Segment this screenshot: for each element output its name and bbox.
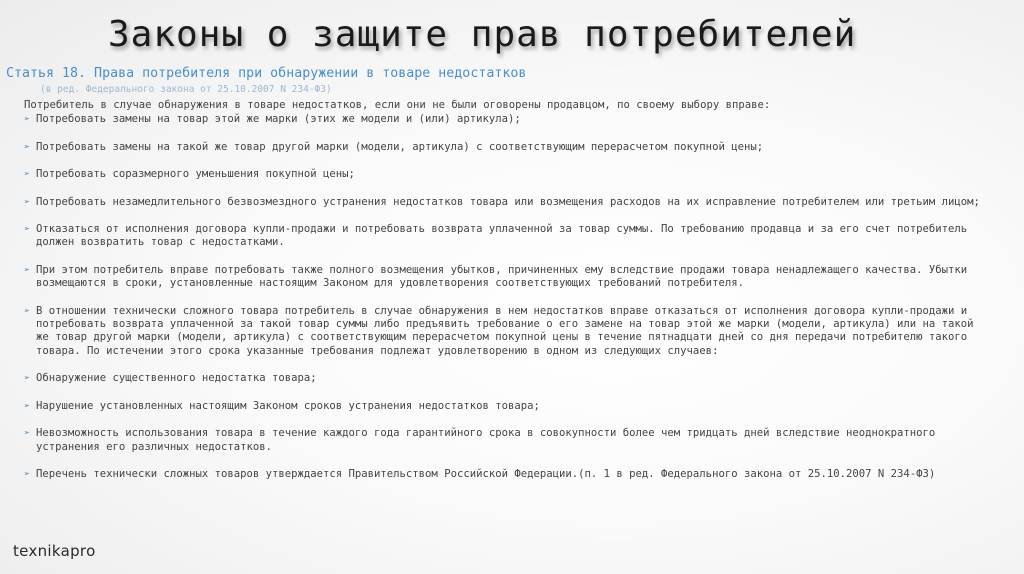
arrow-bullet-icon: ➢: [24, 305, 31, 317]
list-item: ➢ При этом потребитель вправе потребовать также полного возмещения убытков, причиненных ему вследствие продажи товара ненадлежащего качества. Убытки возмещаются в сроки, установленные настоящим Законом для удовлетворения соответствующих требований потребителя.: [24, 263, 968, 290]
list-item: ➢ Потребовать замены на такой же товар другой марки (модели, артикула) с соответствующим перерасчетом покупной цены;: [24, 140, 764, 153]
list-item: ➢ Потребовать незамедлительного безвозмездного устранения недостатков товара или возмещения расходов на их исправление потребителем или третьим лицом;: [24, 195, 980, 208]
arrow-bullet-icon: ➢: [24, 196, 31, 208]
list-item: ➢ Невозможность использования товара в течение каждого года гарантийного срока в совокупности более чем тридцать дней вследствие неоднократного устранения его различных недостатков.: [24, 427, 936, 453]
arrow-bullet-icon: ➢: [24, 114, 31, 126]
arrow-bullet-icon: ➢: [24, 468, 31, 480]
intro-text: Потребитель в случае обнаружения в товаре недостатков, если они не были оговорены продавцом, по своему выбору вправе:: [24, 99, 771, 111]
arrow-bullet-icon: ➢: [24, 169, 31, 181]
arrow-bullet-icon: ➢: [24, 400, 31, 412]
article-body: [24, 99, 982, 481]
arrow-bullet-icon: ➢: [24, 428, 31, 440]
list-item: ➢ Обнаружение существенного недостатка товара;: [24, 372, 317, 385]
list-item: ➢ Перечень технически сложных товаров утверждается Правительством Российской Федерации.(п. 1 в ред. Федерального закона от 25.10.2007 N 234-ФЗ): [24, 467, 936, 480]
arrow-bullet-icon: ➢: [24, 373, 31, 385]
page-title: Законы о защите прав потребителей: [108, 14, 857, 55]
arrow-bullet-icon: ➢: [24, 264, 31, 276]
list-item: ➢ Нарушение установленных настоящим Законом сроков устранения недостатков товара;: [24, 399, 540, 412]
list-item: ➢ В отношении технически сложного товара потребитель в случае обнаружения в нем недостатков вправе отказаться от исполнения договора купли-продажи и потребовать возврата уплаченной за такой товар суммы либо предъявить требование о его замене на товар этой же марки (модели, артикула) или на такой же товар другой марки (модели, артикула) с соответствующим перерасчетом покупной цены в течение пятнадцати дней со дня передачи потребителю такого товара. По истечении этого срока указанные требования подлежат удовлетворению в одном из следующих случаев:: [24, 304, 974, 357]
list-item: ➢ Отказаться от исполнения договора купли-продажи и потребовать возврата уплаченной за товар суммы. По требованию продавца и за его счет потребитель должен возвратить товар с недостатками.: [24, 223, 968, 249]
arrow-bullet-icon: ➢: [24, 224, 31, 236]
arrow-bullet-icon: ➢: [24, 141, 31, 153]
list-item: ➢ Потребовать соразмерного уменьшения покупной цены;: [24, 168, 355, 181]
list-item: ➢ Потребовать замены на товар этой же марки (этих же модели и (или) артикула);: [24, 113, 521, 126]
site-logo: texnikapro: [13, 542, 96, 560]
article-heading: Статья 18. Права потребителя при обнаружении в товаре недостатков: [6, 66, 527, 81]
edition-note: (в ред. Федерального закона от 25.10.2007 N 234-ФЗ): [40, 84, 332, 95]
